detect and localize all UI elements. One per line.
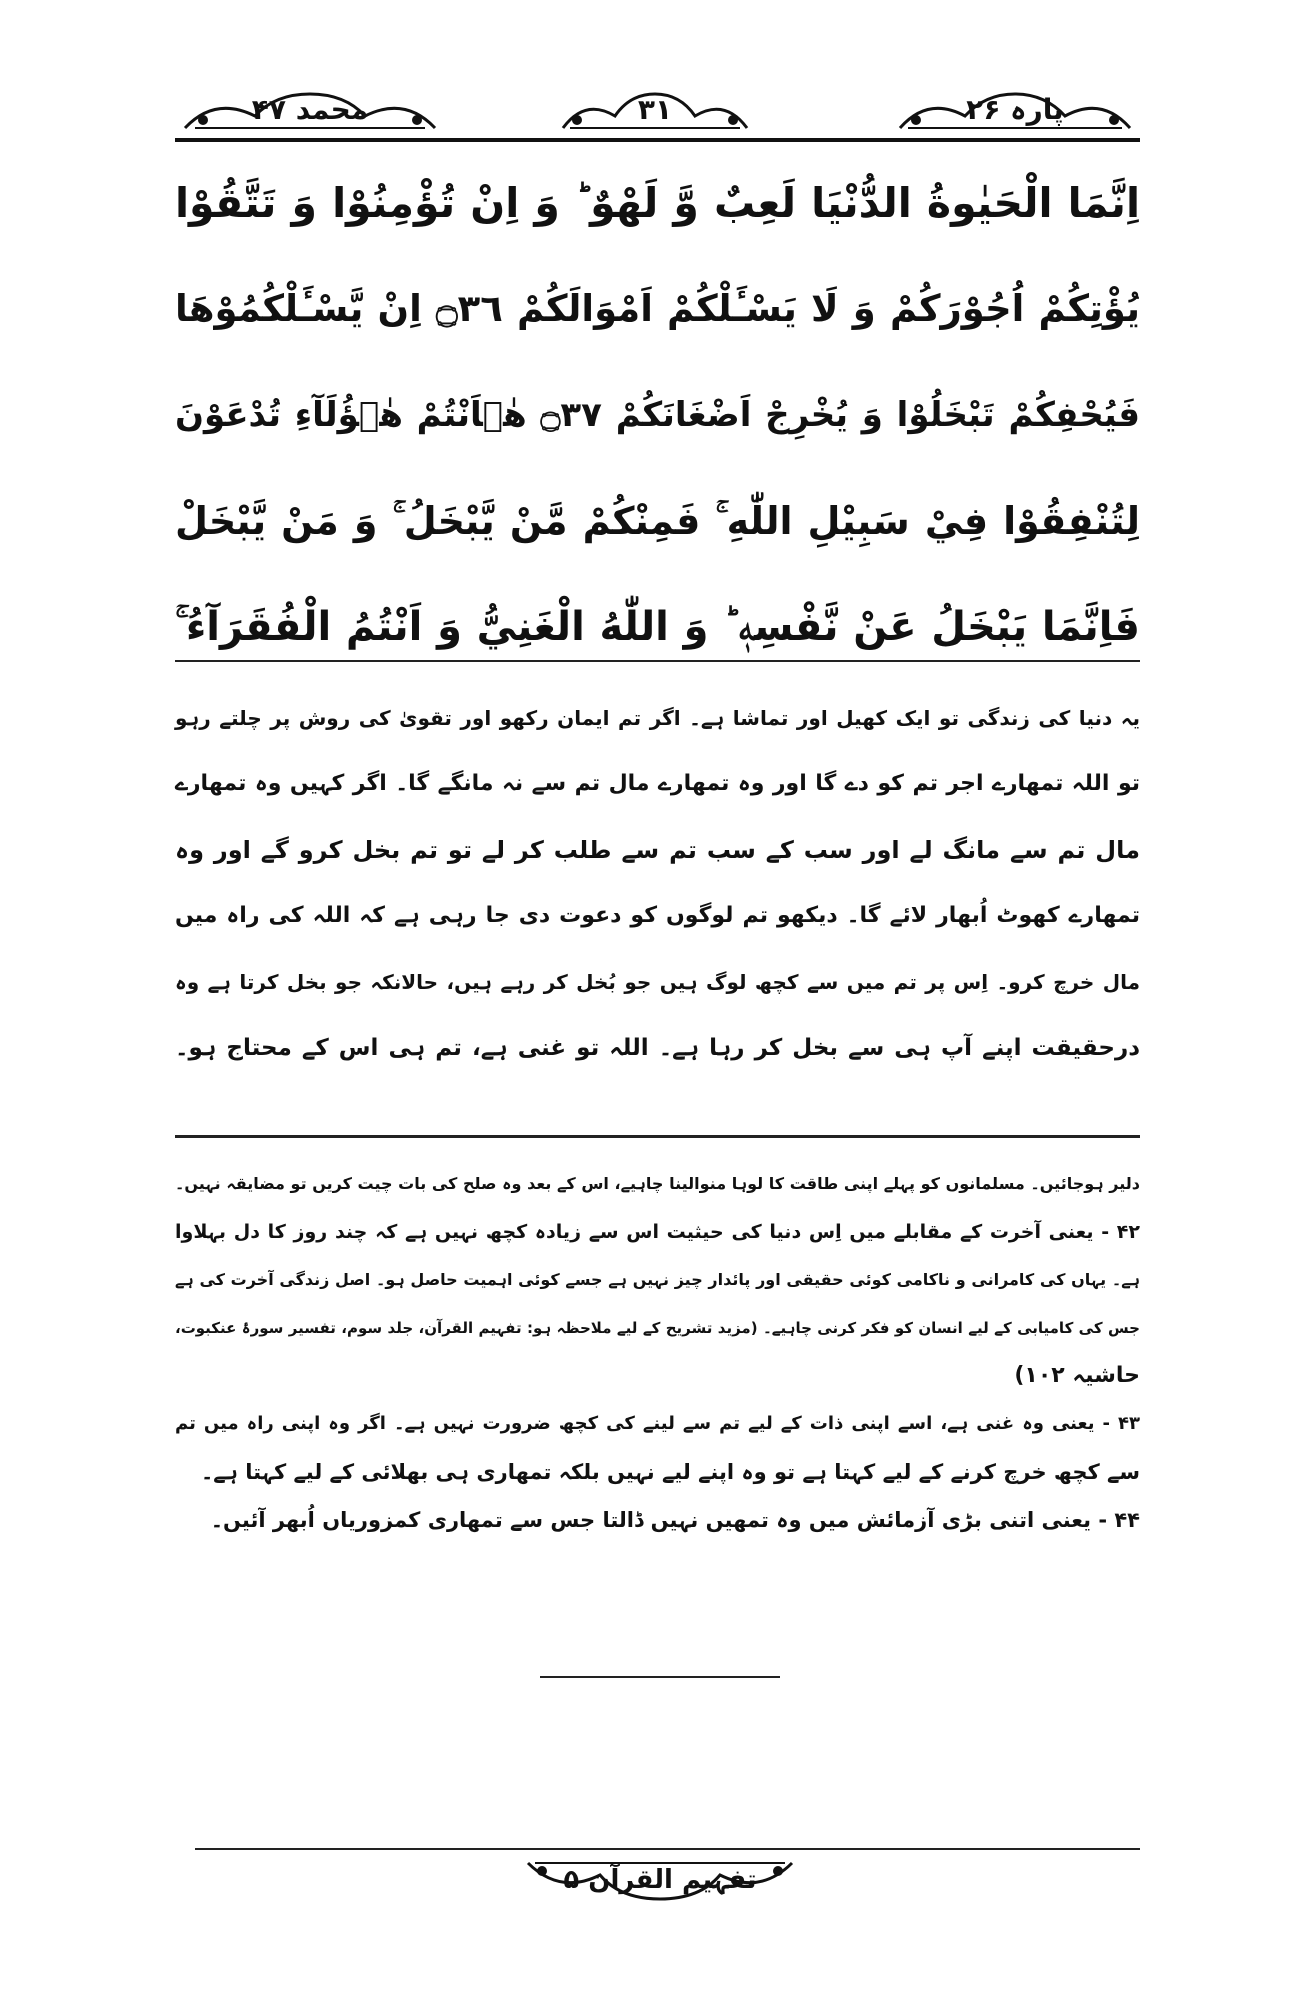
- footnote-line: جس کی کامیابی کے لیے انسان کو فکر کرنی چاہیے۔ (مزید تشریح کے لیے ملاحظہ ہو: تفہیم القرآن، جلد سوم، تفسیر سورۂ عنکبوت،: [175, 1319, 1140, 1337]
- page-number: ۳۱: [637, 92, 673, 126]
- surah-cartouche: [175, 86, 445, 132]
- divider: [175, 1135, 1140, 1138]
- header-rule: [175, 138, 1140, 142]
- footnote-line: دلیر ہوجائیں۔ مسلمانوں کو پہلے اپنی طاقت کا لوہا منوالینا چاہیے، اس کے بعد وہ صلح کی بات چیت کریں تو مضایقہ نہیں۔: [175, 1174, 1140, 1193]
- arabic-line: فَاِنَّمَا يَبْخَلُ عَنْ نَّفْسِهٖ ؕ وَ اللّٰهُ الْغَنِيُّ وَ اَنْتُمُ الْفُقَرَآءُ ۚ: [175, 604, 1140, 650]
- para-name: پارہ ۲۶: [966, 92, 1064, 126]
- translation-line: تو اللہ تمھارے اجر تم کو دے گا اور وہ تمھارے مال تم سے نہ مانگے گا۔ اگر کہیں وہ تمھارے: [175, 771, 1140, 796]
- arabic-line: اِنَّمَا الْحَيٰوةُ الدُّنْيَا لَعِبٌ وَّ لَهْوٌ ؕ وَ اِنْ تُؤْمِنُوْا وَ تَتَّقُوْا: [175, 179, 1140, 227]
- page-header: [175, 82, 1140, 142]
- footnote-line: سے کچھ خرچ کرنے کے لیے کہتا ہے تو وہ اپنے لیے نہیں بلکہ تمھاری ہی بھلائی کے لیے کہتا ہے۔: [200, 1460, 1140, 1484]
- translation-line: مال تم سے مانگ لے اور سب کے سب تم سے طلب کر لے تو تم بخل کرو گے اور وہ: [175, 836, 1140, 864]
- footer-cartouche: [520, 1855, 800, 1905]
- surah-name: محمد ۴۷: [251, 92, 369, 126]
- page-number-cartouche: [555, 86, 755, 132]
- footnotes: [175, 1160, 1140, 1544]
- footnote-line: ہے۔ یہاں کی کامرانی و ناکامی کوئی حقیقی اور پائدار چیز نہیں ہے جسے کوئی اہمیت حاصل ہو۔ اصل زندگی آخرت کی ہے: [175, 1270, 1140, 1289]
- arabic-line: فَيُحْفِكُمْ تَبْخَلُوْا وَ يُخْرِجْ اَضْغَانَكُمْ ۝٣٧ هٰۤاَنْتُمْ هٰۤؤُلَآءِ تُدْعَوْنَ: [175, 395, 1140, 435]
- translation-line: تمھارے کھوٹ اُبھار لائے گا۔ دیکھو تم لوگوں کو دعوت دی جا رہی ہے کہ اللہ کی راہ میں: [175, 903, 1140, 928]
- footnote-line: ۴۳ - یعنی وہ غنی ہے، اسے اپنی ذات کے لیے تم سے لینے کی کچھ ضرورت نہیں ہے۔ اگر وہ اپنی راہ میں تم: [175, 1413, 1140, 1434]
- footnote-line: ۴۲ - یعنی آخرت کے مقابلے میں اِس دنیا کی حیثیت اس سے زیادہ کچھ نہیں ہے کہ چند روز کا دل بہلاوا: [175, 1221, 1140, 1243]
- urdu-translation: [175, 685, 1140, 1081]
- footnote-line: حاشیہ ۱۰۲): [1014, 1363, 1140, 1388]
- translation-line: مال خرچ کرو۔ اِس پر تم میں سے کچھ لوگ ہیں جو بُخل کر رہے ہیں، حالانکہ جو بخل کرتا ہے وہ: [175, 970, 1140, 994]
- divider: [175, 660, 1140, 662]
- footnote-line: ۴۴ - یعنی اتنی بڑی آزمائش میں وہ تمھیں نہیں ڈالتا جس سے تمھاری کمزوریاں اُبھر آئیں۔: [210, 1508, 1140, 1532]
- para-cartouche: [890, 86, 1140, 132]
- translation-line: یہ دنیا کی زندگی تو ایک کھیل اور تماشا ہے۔ اگر تم ایمان رکھو اور تقویٰ کی روش پر چلتے رہو: [175, 706, 1140, 730]
- end-rule: [540, 1676, 780, 1678]
- arabic-line: يُؤْتِكُمْ اُجُوْرَكُمْ وَ لَا يَسْـَٔلْكُمْ اَمْوَالَكُمْ ۝٣٦ اِنْ يَّسْـَٔلْكُمُوْهَا: [175, 287, 1141, 330]
- arabic-line: لِتُنْفِقُوْا فِيْ سَبِيْلِ اللّٰهِ ۚ فَمِنْكُمْ مَّنْ يَّبْخَلُ ۚ وَ مَنْ يَّبْخَلْ: [175, 499, 1140, 543]
- arabic-text: [175, 150, 1140, 680]
- footer-title: تفہیم القرآن ۵: [563, 1865, 757, 1895]
- footer-rule: [195, 1848, 1140, 1850]
- translation-line: درحقیقت اپنے آپ ہی سے بخل کر رہا ہے۔ اللہ تو غنی ہے، تم ہی اس کے محتاج ہو۔: [175, 1035, 1140, 1061]
